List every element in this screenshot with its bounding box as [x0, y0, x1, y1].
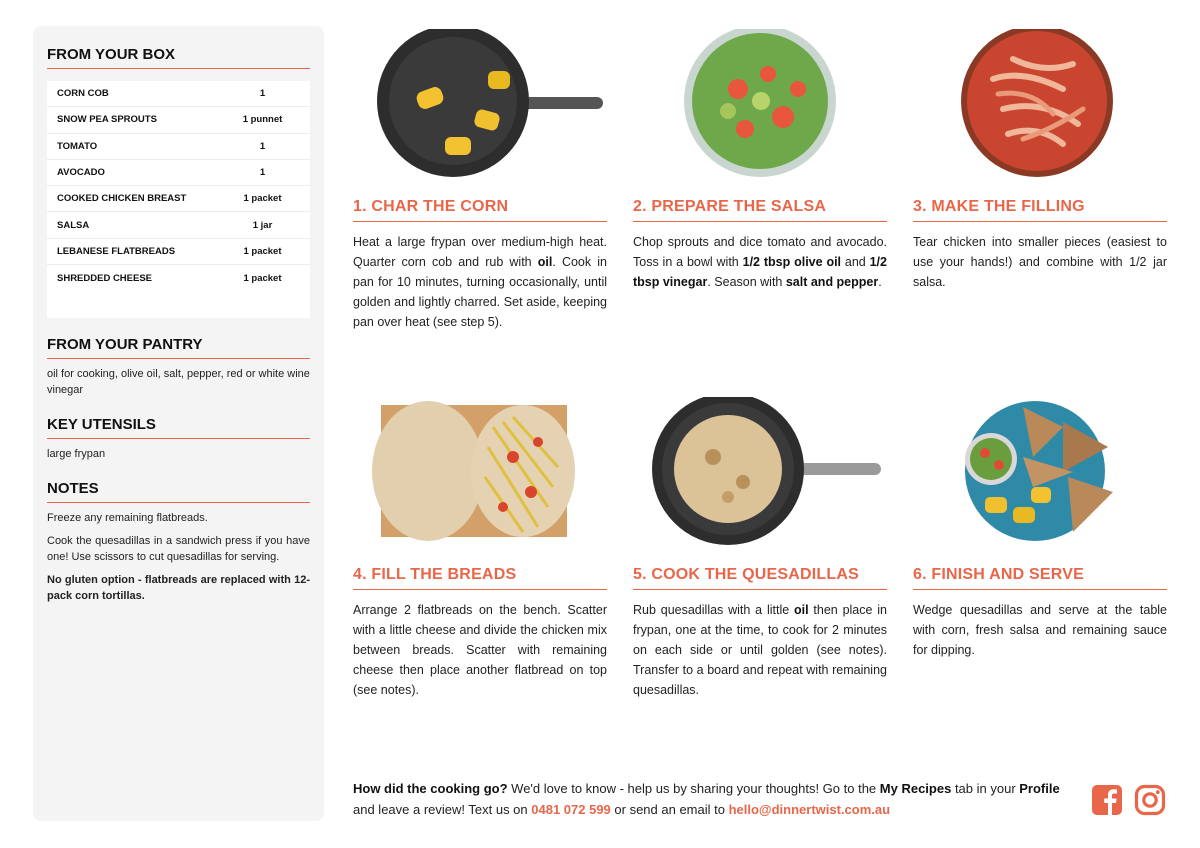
ingredient-row [47, 186, 310, 212]
ingredients-table [47, 81, 310, 318]
step-text-part: Chop sprouts and dice tomato and avocado. Toss in a bowl with [633, 235, 887, 269]
ingredient-name: AVOCADO [57, 167, 105, 179]
ingredient-qty: 1 [259, 140, 266, 152]
ingredient-name: SNOW PEA SPROUTS [57, 114, 157, 126]
note-3: No gluten option - flatbreads are replaced with 12-pack corn tortillas. [47, 574, 310, 602]
footer-text-1: We'd love to know - help us by sharing your thoughts! Go to the [507, 781, 880, 796]
step-3-title: 3. MAKE THE FILLING [913, 198, 1167, 222]
step-4 [353, 392, 607, 700]
step-2-text [633, 232, 887, 292]
ingredient-name: LEBANESE FLATBREADS [57, 245, 176, 257]
from-your-box-title: FROM YOUR BOX [47, 46, 310, 69]
step-1 [353, 24, 607, 332]
ingredient-name: COOKED CHICKEN BREAST [57, 193, 187, 205]
finish-serve-image [913, 392, 1167, 552]
step-text-part: . [878, 275, 882, 289]
step-4-text [353, 600, 607, 700]
step-text-bold: salt and pepper [785, 275, 879, 289]
ingredient-row [47, 239, 310, 265]
ingredients-sidebar [33, 26, 324, 821]
facebook-icon[interactable] [1091, 784, 1123, 816]
step-text-part: and [841, 255, 870, 269]
step-text-part: Tear chicken into smaller pieces (easiest to use your hands!) and combine with 1/2 jar salsa. [913, 235, 1167, 289]
ingredient-qty: 1 [259, 167, 266, 179]
ingredient-qty: 1 [259, 88, 266, 100]
step-text-bold: oil [537, 255, 553, 269]
step-1-title: 1. CHAR THE CORN [353, 198, 607, 222]
my-recipes-link[interactable]: My Recipes [879, 781, 952, 796]
email-link[interactable]: hello@dinnertwist.com.au [728, 802, 891, 817]
ingredient-row [47, 107, 310, 133]
notes-title: NOTES [47, 480, 310, 503]
note-2: Cook the quesadillas in a sandwich press if you have one! Use scissors to cut quesadillas for serving. [47, 535, 310, 563]
step-text-part: then place in frypan, one at the time, to cook for 2 minutes on each side or until golden (see notes). Transfer to a board and repeat with remaining quesadillas. [633, 603, 888, 697]
step-6-text [913, 600, 1167, 660]
step-4-title: 4. FILL THE BREADS [353, 566, 607, 590]
from-your-pantry-title: FROM YOUR PANTRY [47, 336, 310, 359]
ingredient-qty: 1 jar [252, 219, 273, 231]
ingredient-name: SALSA [57, 219, 90, 231]
ingredient-row [47, 134, 310, 160]
step-5-title: 5. COOK THE QUESADILLAS [633, 566, 887, 590]
footer-text-2: tab in your [951, 781, 1020, 796]
fill-breads-image [353, 392, 607, 552]
step-text-bold: 1/2 tbsp vinegar [633, 255, 887, 289]
ingredient-name: TOMATO [57, 140, 98, 152]
feedback-footer [353, 778, 1073, 820]
step-2 [633, 24, 887, 292]
step-5-text [633, 600, 887, 700]
key-utensils-title: KEY UTENSILS [47, 416, 310, 439]
ingredient-row [47, 160, 310, 186]
step-1-text [353, 232, 607, 332]
utensils-text: large frypan [47, 448, 106, 460]
step-text-part: Rub quesadillas with a little [633, 603, 794, 617]
step-2-title: 2. PREPARE THE SALSA [633, 198, 887, 222]
note-1: Freeze any remaining flatbreads. [47, 512, 208, 524]
ingredient-qty: 1 packet [243, 272, 282, 284]
ingredient-row [47, 212, 310, 238]
step-text-bold: oil [794, 603, 809, 617]
profile-link[interactable]: Profile [1019, 781, 1060, 796]
ingredient-row [47, 81, 310, 107]
step-5 [633, 392, 887, 700]
step-3-text [913, 232, 1167, 292]
ingredient-qty: 1 packet [243, 245, 282, 257]
footer-text-4: or send an email to [610, 802, 729, 817]
ingredient-name: CORN COB [57, 88, 109, 100]
footer-question: How did the cooking go? [353, 781, 508, 796]
make-filling-image [913, 24, 1167, 184]
ingredient-qty: 1 packet [243, 193, 282, 205]
step-text-part: Wedge quesadillas and serve at the table with corn, fresh salsa and remaining sauce for dipping. [913, 603, 1167, 657]
step-6 [913, 392, 1167, 660]
step-6-title: 6. FINISH AND SERVE [913, 566, 1167, 590]
prepare-salsa-image [633, 24, 887, 184]
pantry-text: oil for cooking, olive oil, salt, pepper, red or white wine vinegar [47, 368, 310, 396]
step-text-bold: 1/2 tbsp olive oil [742, 255, 842, 269]
step-3 [913, 24, 1167, 292]
step-text-part: . Season with [707, 275, 786, 289]
step-text-part: Arrange 2 flatbreads on the bench. Scatter with a little cheese and divide the chicken mix between breads. Scatter with remaining cheese then place another flatbread on top (see notes). [353, 603, 607, 697]
phone-number[interactable]: 0481 072 599 [531, 802, 611, 817]
footer-text-3: and leave a review! Text us on [353, 802, 532, 817]
instagram-icon[interactable] [1134, 784, 1166, 816]
cook-quesadillas-image [633, 392, 887, 552]
ingredient-name: SHREDDED CHEESE [57, 272, 153, 284]
step-text-part: Heat a large frypan over medium-high heat. Quarter corn cob and rub with [353, 235, 607, 269]
ingredient-qty: 1 punnet [242, 114, 283, 126]
ingredient-row [47, 265, 310, 291]
step-text-part: . Cook in pan for 10 minutes, turning occasionally, until golden and lightly charred. Set aside, keeping pan over heat (see step 5). [353, 255, 607, 329]
char-corn-image [353, 24, 607, 184]
